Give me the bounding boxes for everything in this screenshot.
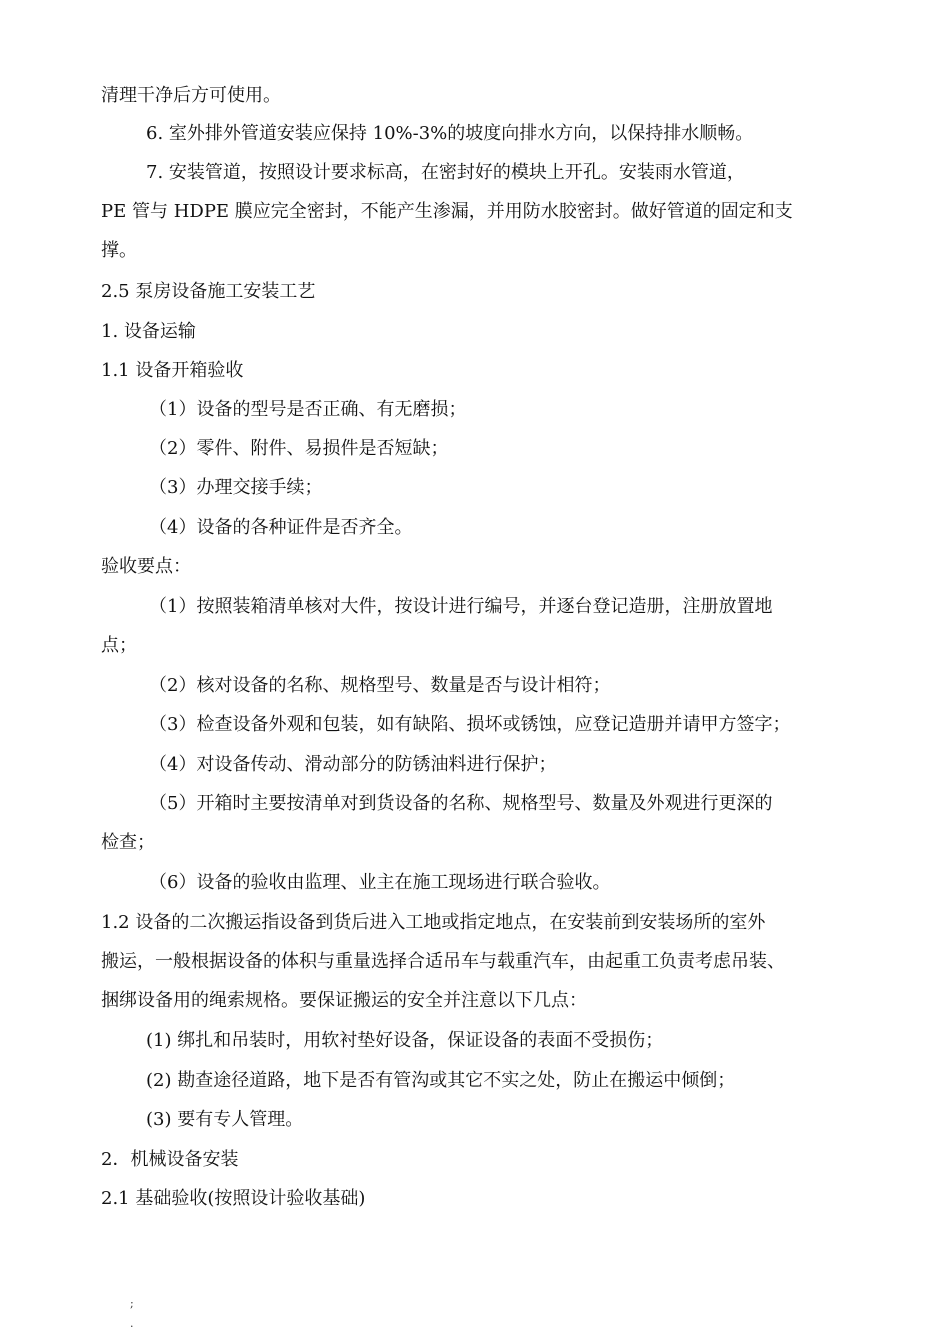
text-line: 7. 安装管道，按照设计要求标高，在密封好的模块上开孔。安装雨水管道，: [146, 162, 745, 183]
section-heading: 2.5 泵房设备施工安装工艺: [101, 281, 316, 302]
list-item: （1）按照装箱清单核对大件，按设计进行编号，并逐台登记造册，注册放置地: [149, 596, 773, 617]
list-item: （3）检查设备外观和包装，如有缺陷、损坏或锈蚀，应登记造册并请甲方签字；: [149, 714, 791, 735]
list-item: (3) 要有专人管理。: [146, 1109, 304, 1130]
list-item: （4）设备的各种证件是否齐全。: [149, 517, 413, 538]
footer-mark: ;: [130, 1297, 134, 1310]
text-line: 撑。: [101, 240, 137, 261]
list-item: （2）零件、附件、易损件是否短缺；: [149, 438, 449, 459]
list-item: （4）对设备传动、滑动部分的防锈油料进行保护；: [149, 754, 557, 775]
list-item: （1）设备的型号是否正确、有无磨损；: [149, 399, 467, 420]
text-line: PE 管与 HDPE 膜应完全密封，不能产生渗漏，并用防水胶密封。做好管道的固定和支: [101, 201, 793, 222]
list-item: （5）开箱时主要按清单对到货设备的名称、规格型号、数量及外观进行更深的: [149, 793, 773, 814]
text-line: 验收要点：: [101, 556, 191, 577]
subsection-heading: 2.1 基础验收(按照设计验收基础): [101, 1188, 366, 1209]
subsection-heading: 2．机械设备安装: [101, 1149, 239, 1170]
text-line: 捆绑设备用的绳索规格。要保证搬运的安全并注意以下几点：: [101, 990, 587, 1011]
list-item: (1) 绑扎和吊装时，用软衬垫好设备，保证设备的表面不受损伤；: [146, 1030, 664, 1051]
footer-mark: .: [130, 1317, 134, 1330]
subsection-heading: 1. 设备运输: [101, 321, 196, 342]
list-item: (2) 勘查途径道路，地下是否有管沟或其它不实之处，防止在搬运中倾倒；: [146, 1070, 736, 1091]
list-item: （2）核对设备的名称、规格型号、数量是否与设计相符；: [149, 675, 611, 696]
list-item: （3）办理交接手续；: [149, 477, 323, 498]
text-line: 1.2 设备的二次搬运指设备到货后进入工地或指定地点，在安装前到安装场所的室外: [101, 912, 766, 933]
text-line: 清理干净后方可使用。: [101, 85, 281, 106]
text-line: 搬运，一般根据设备的体积与重量选择合适吊车与载重汽车，由起重工负责考虑吊装、: [101, 951, 785, 972]
list-item: （6）设备的验收由监理、业主在施工现场进行联合验收。: [149, 872, 611, 893]
text-line: 6. 室外排外管道安装应保持 10%-3%的坡度向排水方向，以保持排水顺畅。: [146, 123, 754, 144]
subsection-heading: 1.1 设备开箱验收: [101, 360, 244, 381]
text-line: 检查；: [101, 832, 155, 853]
text-line: 点；: [101, 635, 137, 656]
